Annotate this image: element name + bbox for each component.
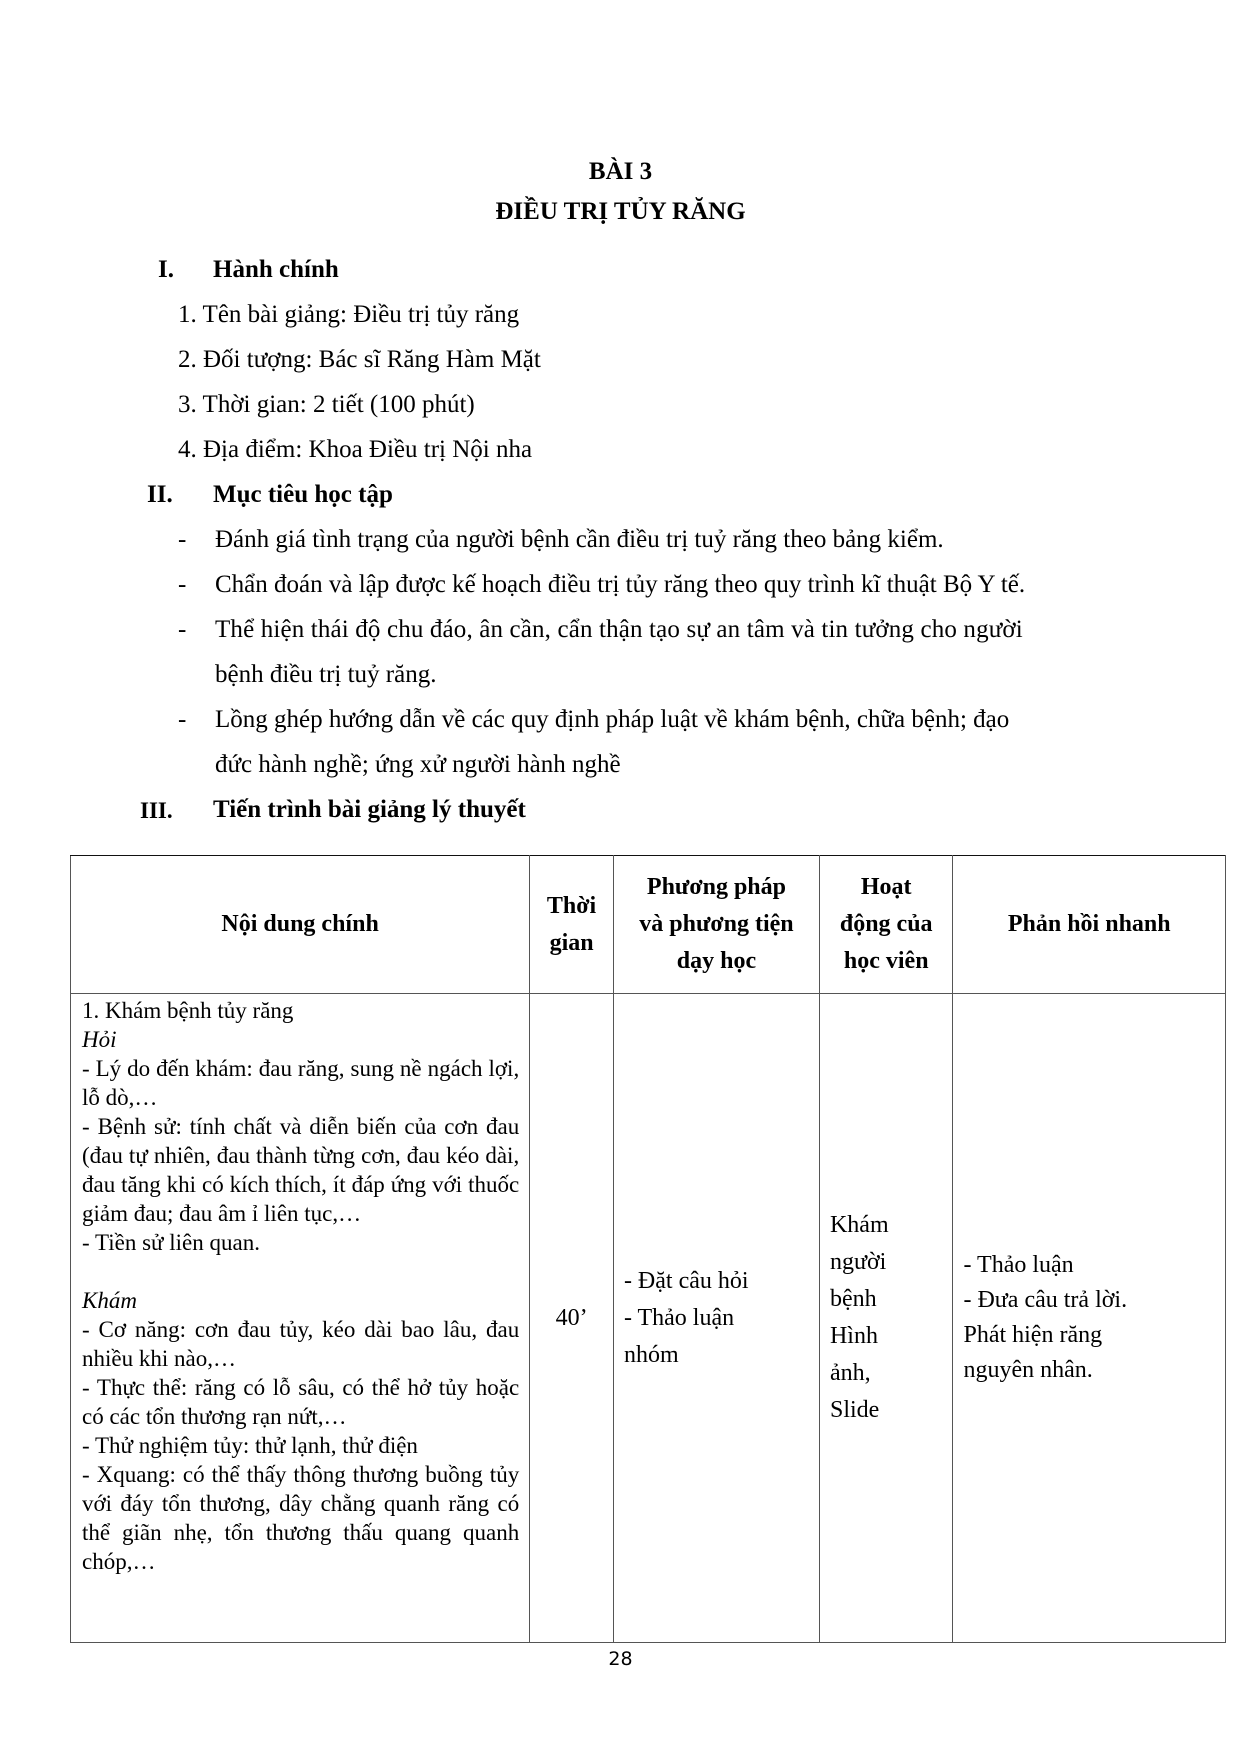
feedback-line: - Đưa câu trả lời.	[963, 1287, 1128, 1313]
method-item: - Thảo luận	[623, 1304, 735, 1331]
method-item: nhóm	[623, 1341, 679, 1368]
objective-1: Đánh giá tình trạng của người bệnh cần điều trị tuỷ răng theo bảng kiểm.	[215, 526, 944, 553]
section-2-number: II.	[147, 481, 173, 508]
header-activities-line-1: Hoạt	[860, 874, 912, 900]
admin-item-location: 4. Địa điểm: Khoa Điều trị Nội nha	[178, 436, 533, 463]
content-subheading-history: Hỏi	[82, 1027, 117, 1052]
objective-3-line-2: bệnh điều trị tuỷ răng.	[215, 661, 437, 688]
lesson-number: BÀI 3	[588, 158, 653, 185]
header-methods-line-1: Phương pháp	[646, 874, 786, 900]
content-item: - Bệnh sử: tính chất và diễn biến của cơn đau (đau tự nhiên, đau thành từng cơn, đau kéo dài, đau tăng khi có kích thích, ít đáp ứng với thuốc giảm đau; đau âm ỉ liên tục,…	[82, 1114, 520, 1226]
table-row	[71, 994, 1226, 1643]
activities-cell	[819, 994, 953, 1643]
objective-4-line-2: đức hành nghề; ứng xử người hành nghề	[215, 751, 621, 778]
main-content-cell	[71, 994, 530, 1643]
admin-item-name: 1. Tên bài giảng: Điều trị tủy răng	[178, 301, 520, 328]
header-methods	[613, 856, 819, 994]
objective-2: Chẩn đoán và lập được kế hoạch điều trị tủy răng theo quy trình kĩ thuật Bộ Y tế.	[215, 571, 1026, 598]
table-header-row	[71, 856, 1226, 994]
header-methods-line-3: dạy học	[676, 948, 757, 974]
admin-item-audience: 2. Đối tượng: Bác sĩ Răng Hàm Mặt	[178, 346, 541, 373]
activity-line: Hình	[829, 1323, 878, 1349]
feedback-line: - Thảo luận	[963, 1252, 1074, 1278]
header-time-line-2: gian	[549, 929, 594, 956]
content-item: - Thử nghiệm tủy: thử lạnh, thử điện	[82, 1433, 418, 1458]
header-feedback	[953, 856, 1226, 994]
objective-bullet: -	[178, 706, 187, 733]
section-3-heading: Tiến trình bài giảng lý thuyết	[213, 796, 526, 823]
page-number: 28	[608, 1648, 633, 1670]
objective-4-line-1: Lồng ghép hướng dẫn về các quy định pháp luật về khám bệnh, chữa bệnh; đạo	[215, 706, 1010, 733]
objective-bullet: -	[178, 526, 187, 553]
section-3-number: III.	[140, 798, 173, 823]
feedback-line: nguyên nhân.	[963, 1357, 1093, 1383]
lesson-title: ĐIỀU TRỊ TỦY RĂNG	[495, 198, 746, 225]
section-1-number: I.	[158, 256, 174, 283]
header-activities	[819, 856, 953, 994]
activity-line: Khám	[829, 1212, 889, 1238]
feedback-cell	[953, 994, 1226, 1643]
methods-cell	[613, 994, 819, 1643]
content-item: - Thực thể: răng có lỗ sâu, có thể hở tủy hoặc có các tổn thương rạn nứt,…	[82, 1375, 520, 1429]
lecture-plan-table	[70, 855, 1226, 1643]
activity-line: bệnh	[829, 1286, 877, 1312]
objective-3-line-1: Thể hiện thái độ chu đáo, ân cần, cẩn thận tạo sự an tâm và tin tưởng cho người	[215, 616, 1023, 643]
activity-line: ảnh,	[829, 1360, 871, 1386]
header-main-content-label: Nội dung chính	[221, 911, 379, 937]
header-activities-line-2: động của	[839, 911, 933, 937]
header-methods-line-2: và phương tiện	[639, 911, 794, 937]
header-activities-line-3: học viên	[843, 948, 929, 974]
header-main-content	[71, 856, 530, 994]
admin-item-duration: 3. Thời gian: 2 tiết (100 phút)	[178, 391, 475, 418]
header-feedback-label: Phản hồi nhanh	[1007, 911, 1171, 937]
method-item: - Đặt câu hỏi	[623, 1267, 749, 1294]
objective-bullet: -	[178, 571, 187, 598]
feedback-line: Phát hiện răng	[963, 1322, 1103, 1348]
content-title: 1. Khám bệnh tủy răng	[82, 998, 294, 1023]
header-time	[530, 856, 614, 994]
time-value: 40’	[555, 1304, 588, 1331]
content-item: - Tiền sử liên quan.	[82, 1230, 260, 1255]
activity-line: người	[829, 1249, 887, 1275]
content-subheading-exam: Khám	[82, 1288, 137, 1313]
content-item: - Cơ năng: cơn đau tủy, kéo dài bao lâu, đau nhiều khi nào,…	[82, 1317, 520, 1371]
activity-line: Slide	[829, 1397, 880, 1423]
section-2-heading: Mục tiêu học tập	[213, 481, 393, 508]
section-1-heading: Hành chính	[213, 256, 339, 283]
header-time-line-1: Thời	[546, 892, 597, 919]
objective-bullet: -	[178, 616, 187, 643]
content-item: - Xquang: có thể thấy thông thương buồng tủy với đáy tổn thương, dây chằng quanh răng có thể giãn nhẹ, tổn thương thấu quang quanh chóp,…	[82, 1462, 520, 1574]
time-cell	[530, 994, 614, 1643]
content-item: - Lý do đến khám: đau răng, sung nề ngách lợi, lỗ dò,…	[82, 1056, 520, 1110]
